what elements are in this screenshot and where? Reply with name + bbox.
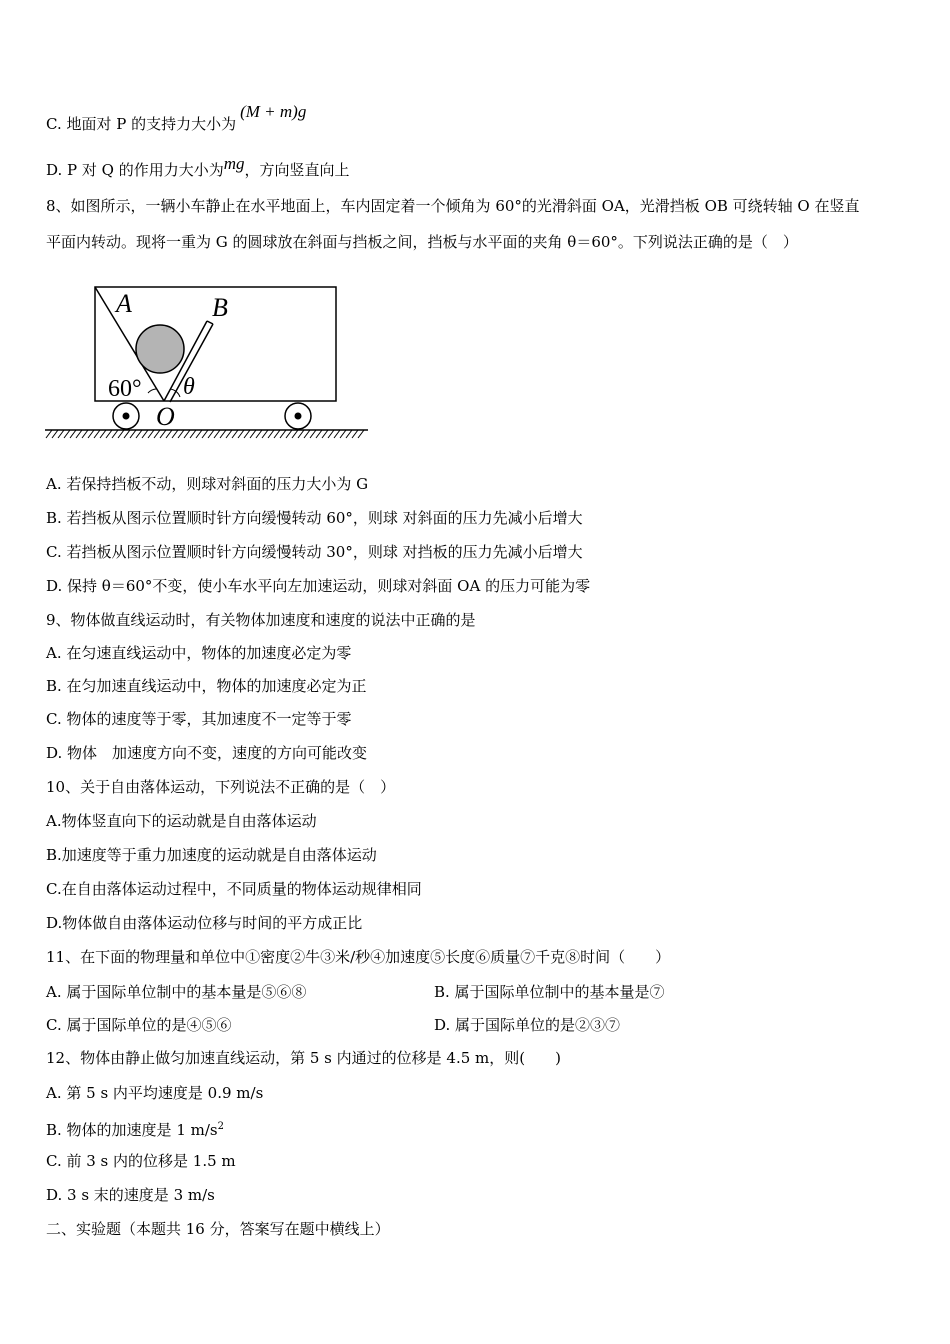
q12-option-c: C. 前 3 s 内的位移是 1.5 m [46,1152,236,1170]
section2-title: 二、实验题（本题共 16 分，答案写在题中横线上） [46,1220,390,1238]
q8-cart-figure [44,282,374,446]
angle-arc-60 [148,389,156,393]
q12-option-a: A. 第 5 s 内平均速度是 0.9 m/s [46,1084,264,1102]
q9-option-c: C. 物体的速度等于零，其加速度不一定等于零 [46,710,352,728]
q8-stem-line2: 平面内转动。现将一重为 G 的圆球放在斜面与挡板之间，挡板与水平面的夹角 θ＝60°。下列说法正确的是（ ） [46,233,798,251]
q11-option-a: A. 属于国际单位制中的基本量是⑤⑥⑧ [46,983,307,1001]
wheel-right-axle [295,413,302,420]
q7-option-c [46,102,307,134]
q10-stem: 10、关于自由落体运动，下列说法不正确的是（ ） [46,778,396,796]
ball [136,325,184,373]
q11-option-c: C. 属于国际单位的是④⑤⑥ [46,1016,232,1034]
q8-option-a: A. 若保持挡板不动，则球对斜面的压力大小为 G [46,475,369,493]
q7-option-d-formula: mg [223,154,245,173]
q8-option-b: B. 若挡板从图示位置顺时针方向缓慢转动 60°，则球 对斜面的压力先减小后增大 [46,509,583,527]
label-b: B [212,293,228,322]
q9-option-a: A. 在匀速直线运动中，物体的加速度必定为零 [46,644,352,662]
ground-hatching [46,430,364,438]
q12-option-b-exponent: 2 [217,1121,224,1132]
q9-option-b: B. 在匀加速直线运动中，物体的加速度必定为正 [46,677,367,695]
q9-stem: 9、物体做直线运动时，有关物体加速度和速度的说法中正确的是 [46,611,476,629]
q7-option-d-suffix: ，方向竖直向上 [244,161,350,179]
q7-option-c-formula: (M + m)g [240,102,307,121]
q12-stem: 12、物体由静止做匀加速直线运动，第 5 s 内通过的位移是 4.5 m，则( ) [46,1049,561,1067]
q8-stem-line1: 8、如图所示，一辆小车静止在水平地面上，车内固定着一个倾角为 60°的光滑斜面 OA，光滑挡板 OB 可绕转轴 O 在竖直 [46,197,860,215]
q7-option-c-text: C. 地面对 P 的支持力大小为 [46,115,237,133]
q10-option-a: A.物体竖直向下的运动就是自由落体运动 [46,812,317,830]
q12-option-d: D. 3 s 末的速度是 3 m/s [46,1186,215,1204]
q9-option-d: D. 物体 加速度方向不变，速度的方向可能改变 [46,744,368,762]
q7-option-d [46,154,350,180]
q12-option-b-text: B. 物体的加速度是 1 m/s [46,1121,218,1139]
wheel-left-axle [123,413,130,420]
label-60-degrees: 60° [108,376,142,402]
q7-option-d-prefix: D. P 对 Q 的作用力大小为 [46,161,224,179]
q10-option-c: C.在自由落体运动过程中，不同质量的物体运动规律相同 [46,880,422,898]
q8-option-d: D. 保持 θ＝60°不变，使小车水平向左加速运动，则球对斜面 OA 的压力可能为零 [46,577,591,595]
q10-option-b: B.加速度等于重力加速度的运动就是自由落体运动 [46,846,377,864]
label-o: O [156,402,175,431]
label-a: A [116,289,132,318]
q11-stem: 11、在下面的物理量和单位中①密度②牛③米/秒④加速度⑤长度⑥质量⑦千克⑧时间（ ） [46,948,671,966]
cart-diagram [44,282,374,442]
q10-option-d: D.物体做自由落体运动位移与时间的平方成正比 [46,914,363,932]
q11-option-d: D. 属于国际单位的是②③⑦ [434,1016,621,1034]
q11-option-b: B. 属于国际单位制中的基本量是⑦ [434,983,665,1001]
q12-option-b [46,1117,224,1140]
label-theta: θ [183,374,195,400]
q8-option-c: C. 若挡板从图示位置顺时针方向缓慢转动 30°，则球 对挡板的压力先减小后增大 [46,543,583,561]
